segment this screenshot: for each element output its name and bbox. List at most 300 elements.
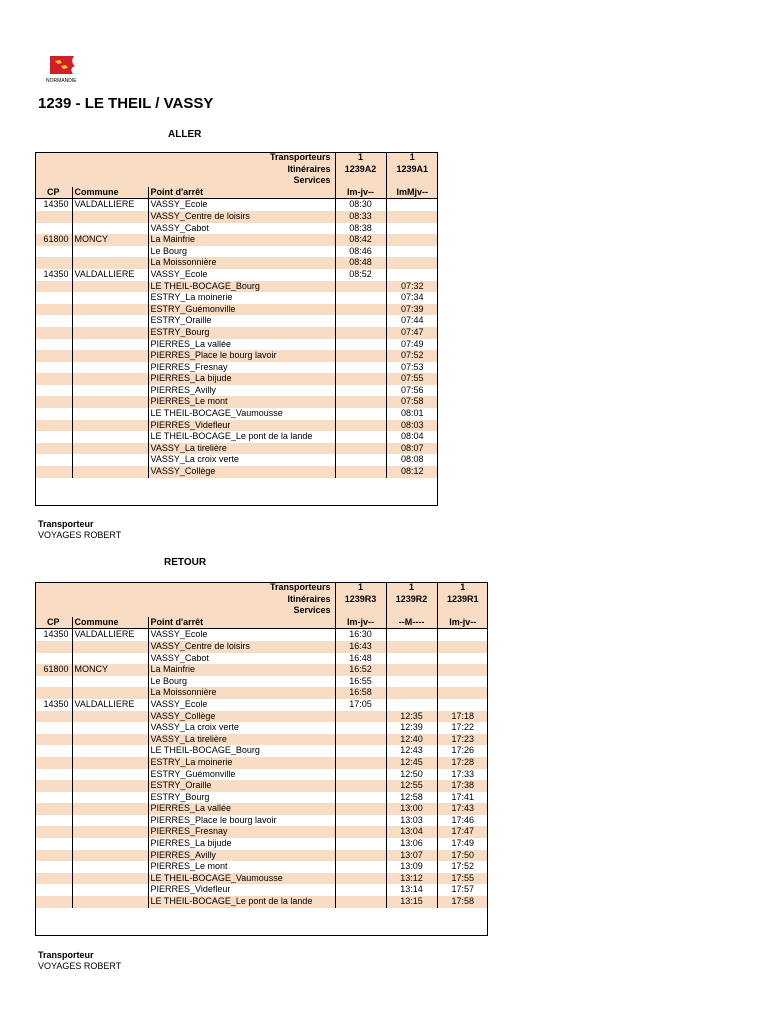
time-cell [386,641,437,653]
stop-cell: LE THEIL-BOCAGE_Bourg [148,745,335,757]
stop-cell: PIERRES_Place le bourg lavoir [148,815,335,827]
commune-cell [72,850,148,862]
commune-cell [72,884,148,896]
table-row [35,884,488,896]
table-row [35,257,438,269]
time-cell: 12:40 [386,734,437,746]
time-cell [335,431,386,443]
time-cell [335,408,386,420]
cp-cell [35,769,72,781]
cp-cell [35,466,72,478]
table-row [35,792,488,804]
stop-cell: ESTRY_Bourg [148,327,335,339]
commune-cell [72,420,148,432]
commune-cell [72,873,148,885]
time-cell: 07:56 [386,385,438,397]
table-row [35,199,438,211]
time-cell [335,281,386,293]
cp-cell [35,873,72,885]
table-row [35,373,438,385]
cp-cell [35,396,72,408]
stop-cell: VASSY_La tirelière [148,443,335,455]
time-cell: 17:46 [437,815,488,827]
time-cell: 17:23 [437,734,488,746]
commune-cell [72,281,148,293]
time-cell: 08:08 [386,454,438,466]
table-row [35,211,438,223]
service-header-cell: 1239R1 [437,594,488,606]
cp-cell [35,757,72,769]
cp-cell [35,350,72,362]
commune-cell [72,211,148,223]
stop-cell: VASSY_Ecole [148,629,335,641]
time-cell [437,629,488,641]
stop-cell: VASSY_Collège [148,466,335,478]
cp-cell [35,443,72,455]
stop-cell: VASSY_La croix verte [148,722,335,734]
time-cell: 07:39 [386,304,438,316]
cp-cell [35,327,72,339]
commune-cell [72,711,148,723]
transporteur-label: Transporteur [38,950,94,960]
time-cell [386,269,438,281]
cp-cell [35,420,72,432]
cp-header: CP [35,617,72,629]
header-label: Services [35,605,335,617]
table-row [35,420,438,432]
table-row [35,780,488,792]
cp-cell [35,408,72,420]
stop-header: Point d'arrêt [148,187,335,199]
time-cell [335,292,386,304]
service-header-cell [386,175,438,187]
time-cell: 17:50 [437,850,488,862]
time-cell [335,826,386,838]
time-cell [386,653,437,665]
header-label: Itinéraires [35,594,335,606]
time-cell [335,884,386,896]
service-header-cell: 1239R2 [386,594,437,606]
commune-cell [72,653,148,665]
transporteur-name: VOYAGES ROBERT [38,961,122,971]
table-row [35,687,488,699]
time-cell: 17:52 [437,861,488,873]
commune-cell [72,292,148,304]
time-cell [386,687,437,699]
stop-cell: PIERRES_Fresnay [148,362,335,374]
time-cell: 13:07 [386,850,437,862]
header-row [35,152,438,164]
transporteur-name: VOYAGES ROBERT [38,530,122,540]
commune-cell [72,304,148,316]
stop-cell: ESTRY_Bourg [148,792,335,804]
cp-cell [35,431,72,443]
time-cell [386,234,438,246]
stop-cell: PIERRES_Videfleur [148,420,335,432]
header-label: Transporteurs [35,152,335,164]
stop-cell: La Mainfrie [148,234,335,246]
cp-cell [35,211,72,223]
time-cell: 07:53 [386,362,438,374]
service-days-header: --M---- [386,617,437,629]
service-days-header: lm-jv-- [335,617,386,629]
time-cell: 08:38 [335,223,386,235]
normandie-flag-icon [44,54,84,84]
region-normandie-logo [44,54,84,84]
time-cell: 17:41 [437,792,488,804]
header-row [35,582,488,594]
time-cell: 08:33 [335,211,386,223]
time-cell: 13:15 [386,896,437,908]
stop-cell: VASSY_Centre de loisirs [148,641,335,653]
stop-cell: PIERRES_Le mont [148,861,335,873]
time-cell: 17:05 [335,699,386,711]
time-cell [335,362,386,374]
table-row [35,745,488,757]
service-header-cell [386,605,437,617]
time-cell [437,676,488,688]
time-cell: 12:39 [386,722,437,734]
stop-cell: VASSY_La tirelière [148,734,335,746]
table-row [35,757,488,769]
table-row [35,722,488,734]
time-cell [335,757,386,769]
commune-cell [72,327,148,339]
stop-cell: PIERRES_La bijude [148,838,335,850]
cp-cell [35,850,72,862]
time-cell: 12:55 [386,780,437,792]
time-cell: 13:00 [386,803,437,815]
cp-cell [35,246,72,258]
commune-cell [72,838,148,850]
cp-cell: 14350 [35,199,72,211]
table-row [35,350,438,362]
commune-cell [72,257,148,269]
commune-cell [72,373,148,385]
time-cell [386,676,437,688]
cp-cell: 61800 [35,664,72,676]
time-cell [335,443,386,455]
cp-cell [35,803,72,815]
time-cell: 17:43 [437,803,488,815]
stop-cell: VASSY_Ecole [148,699,335,711]
commune-cell [72,745,148,757]
stop-cell: VASSY_La croix verte [148,454,335,466]
commune-cell [72,246,148,258]
table-row [35,362,438,374]
header-label: Itinéraires [35,164,335,176]
time-cell: 16:52 [335,664,386,676]
time-cell: 12:43 [386,745,437,757]
stop-cell: ESTRY_La moinerie [148,757,335,769]
commune-cell [72,722,148,734]
commune-cell [72,803,148,815]
time-cell: 12:35 [386,711,437,723]
time-cell: 16:43 [335,641,386,653]
time-cell: 17:28 [437,757,488,769]
time-cell: 17:18 [437,711,488,723]
commune-cell [72,339,148,351]
time-cell: 08:04 [386,431,438,443]
table-row [35,431,438,443]
time-cell: 07:47 [386,327,438,339]
time-cell: 17:26 [437,745,488,757]
time-cell: 07:52 [386,350,438,362]
time-cell: 13:14 [386,884,437,896]
time-cell [335,420,386,432]
commune-cell: MONCY [72,664,148,676]
stop-cell: Le Bourg [148,246,335,258]
time-cell: 17:22 [437,722,488,734]
stop-cell: PIERRES_Le mont [148,396,335,408]
commune-cell [72,861,148,873]
stop-cell: VASSY_Cabot [148,653,335,665]
table-row [35,838,488,850]
table-row [35,711,488,723]
time-cell [386,246,438,258]
time-cell: 16:58 [335,687,386,699]
commune-cell [72,792,148,804]
cp-cell [35,896,72,908]
table-row [35,699,488,711]
cp-cell [35,223,72,235]
commune-cell [72,223,148,235]
service-header-cell: 1 [335,152,386,164]
stop-cell: LE THEIL-BOCAGE_Vaumousse [148,873,335,885]
cp-cell [35,861,72,873]
stop-cell: VASSY_Ecole [148,199,335,211]
service-header-cell [437,605,488,617]
table-row [35,653,488,665]
commune-cell [72,396,148,408]
cp-header: CP [35,187,72,199]
table-row [35,396,438,408]
cp-cell [35,653,72,665]
time-cell [335,769,386,781]
time-cell [335,373,386,385]
time-cell: 17:38 [437,780,488,792]
time-cell: 17:55 [437,873,488,885]
commune-cell [72,676,148,688]
column-header-row [35,187,438,199]
table-row [35,815,488,827]
table-row [35,769,488,781]
commune-cell: MONCY [72,234,148,246]
cp-cell [35,281,72,293]
commune-cell [72,815,148,827]
commune-cell [72,641,148,653]
header-label: Services [35,175,335,187]
time-cell [386,199,438,211]
commune-cell [72,443,148,455]
time-cell [386,699,437,711]
commune-cell [72,896,148,908]
time-cell: 07:44 [386,315,438,327]
time-cell [437,664,488,676]
stop-cell: PIERRES_La vallée [148,339,335,351]
time-cell [386,211,438,223]
time-cell: 17:49 [437,838,488,850]
service-header-cell: 1239R3 [335,594,386,606]
service-days-header: lm-jv-- [437,617,488,629]
cp-cell [35,676,72,688]
stop-cell: PIERRES_Avilly [148,850,335,862]
time-cell [437,699,488,711]
time-cell: 13:04 [386,826,437,838]
time-cell [335,315,386,327]
time-cell [335,722,386,734]
table-row [35,223,438,235]
commune-cell [72,315,148,327]
table-row [35,246,438,258]
table-row [35,896,488,908]
cp-cell [35,838,72,850]
time-cell [335,327,386,339]
time-cell: 16:55 [335,676,386,688]
time-cell: 13:03 [386,815,437,827]
table-row [35,304,438,316]
time-cell [335,385,386,397]
time-cell: 08:30 [335,199,386,211]
time-cell: 07:32 [386,281,438,293]
time-cell: 08:42 [335,234,386,246]
service-header-cell: 1239A2 [335,164,386,176]
time-cell: 13:06 [386,838,437,850]
cp-cell [35,826,72,838]
commune-cell [72,408,148,420]
table-row [35,873,488,885]
stop-cell: PIERRES_Place le bourg lavoir [148,350,335,362]
stop-cell: PIERRES_La bijude [148,373,335,385]
cp-cell [35,641,72,653]
time-cell [335,396,386,408]
time-cell: 08:52 [335,269,386,281]
table-row [35,803,488,815]
table-row [35,676,488,688]
aller-transporteur [38,519,121,541]
header-label: Transporteurs [35,582,335,594]
retour-heading: RETOUR [164,557,207,568]
stop-header: Point d'arrêt [148,617,335,629]
table-row [35,292,438,304]
stop-cell: PIERRES_Videfleur [148,884,335,896]
time-cell [386,664,437,676]
commune-cell [72,826,148,838]
time-cell: 08:01 [386,408,438,420]
aller-heading: ALLER [168,129,202,140]
time-cell: 08:48 [335,257,386,269]
time-cell [386,257,438,269]
table-row [35,339,438,351]
stop-cell: La Mainfrie [148,664,335,676]
time-cell [335,339,386,351]
commune-cell [72,734,148,746]
commune-cell [72,757,148,769]
table-row [35,734,488,746]
time-cell [386,629,437,641]
stop-cell: VASSY_Centre de loisirs [148,211,335,223]
service-header-cell: 1 [437,582,488,594]
cp-cell [35,687,72,699]
cp-cell [35,722,72,734]
commune-cell: VALDALLIERE [72,199,148,211]
time-cell: 13:09 [386,861,437,873]
retour-timetable [35,582,488,908]
commune-cell [72,466,148,478]
service-header-cell [335,175,386,187]
commune-header: Commune [72,617,148,629]
table-row [35,850,488,862]
time-cell: 16:48 [335,653,386,665]
cp-cell [35,315,72,327]
stop-cell: VASSY_Ecole [148,269,335,281]
time-cell [335,304,386,316]
time-cell: 08:46 [335,246,386,258]
time-cell: 08:12 [386,466,438,478]
time-cell [335,815,386,827]
stop-cell: LE THEIL-BOCAGE_Bourg [148,281,335,293]
time-cell: 12:58 [386,792,437,804]
cp-cell [35,362,72,374]
header-row [35,164,438,176]
commune-cell [72,431,148,443]
cp-cell: 61800 [35,234,72,246]
time-cell [335,850,386,862]
time-cell: 07:49 [386,339,438,351]
stop-cell: LE THEIL-BOCAGE_Le pont de la lande [148,896,335,908]
cp-cell [35,711,72,723]
time-cell: 12:50 [386,769,437,781]
cp-cell [35,792,72,804]
time-cell: 07:58 [386,396,438,408]
time-cell [335,838,386,850]
commune-cell [72,780,148,792]
cp-cell [35,373,72,385]
page-title: 1239 - LE THEIL / VASSY [38,95,214,112]
commune-cell: VALDALLIERE [72,699,148,711]
cp-cell [35,884,72,896]
service-header-cell: 1 [386,582,437,594]
stop-cell: La Moissonnière [148,257,335,269]
service-header-cell: 1239A1 [386,164,438,176]
service-days-header: lmMjv-- [386,187,438,199]
cp-cell [35,385,72,397]
time-cell: 17:57 [437,884,488,896]
time-cell [437,641,488,653]
time-cell [335,466,386,478]
time-cell: 07:55 [386,373,438,385]
cp-cell [35,745,72,757]
stop-cell: PIERRES_La vallée [148,803,335,815]
stop-cell: PIERRES_Fresnay [148,826,335,838]
stop-cell: VASSY_Collège [148,711,335,723]
time-cell [437,653,488,665]
service-header-cell: 1 [335,582,386,594]
time-cell: 08:07 [386,443,438,455]
table-row [35,385,438,397]
table-row [35,641,488,653]
cp-cell [35,304,72,316]
commune-cell [72,454,148,466]
time-cell [335,896,386,908]
time-cell [335,350,386,362]
cp-cell [35,734,72,746]
header-row [35,594,488,606]
commune-cell [72,687,148,699]
time-cell [335,780,386,792]
commune-cell [72,385,148,397]
service-days-header: lm-jv-- [335,187,386,199]
